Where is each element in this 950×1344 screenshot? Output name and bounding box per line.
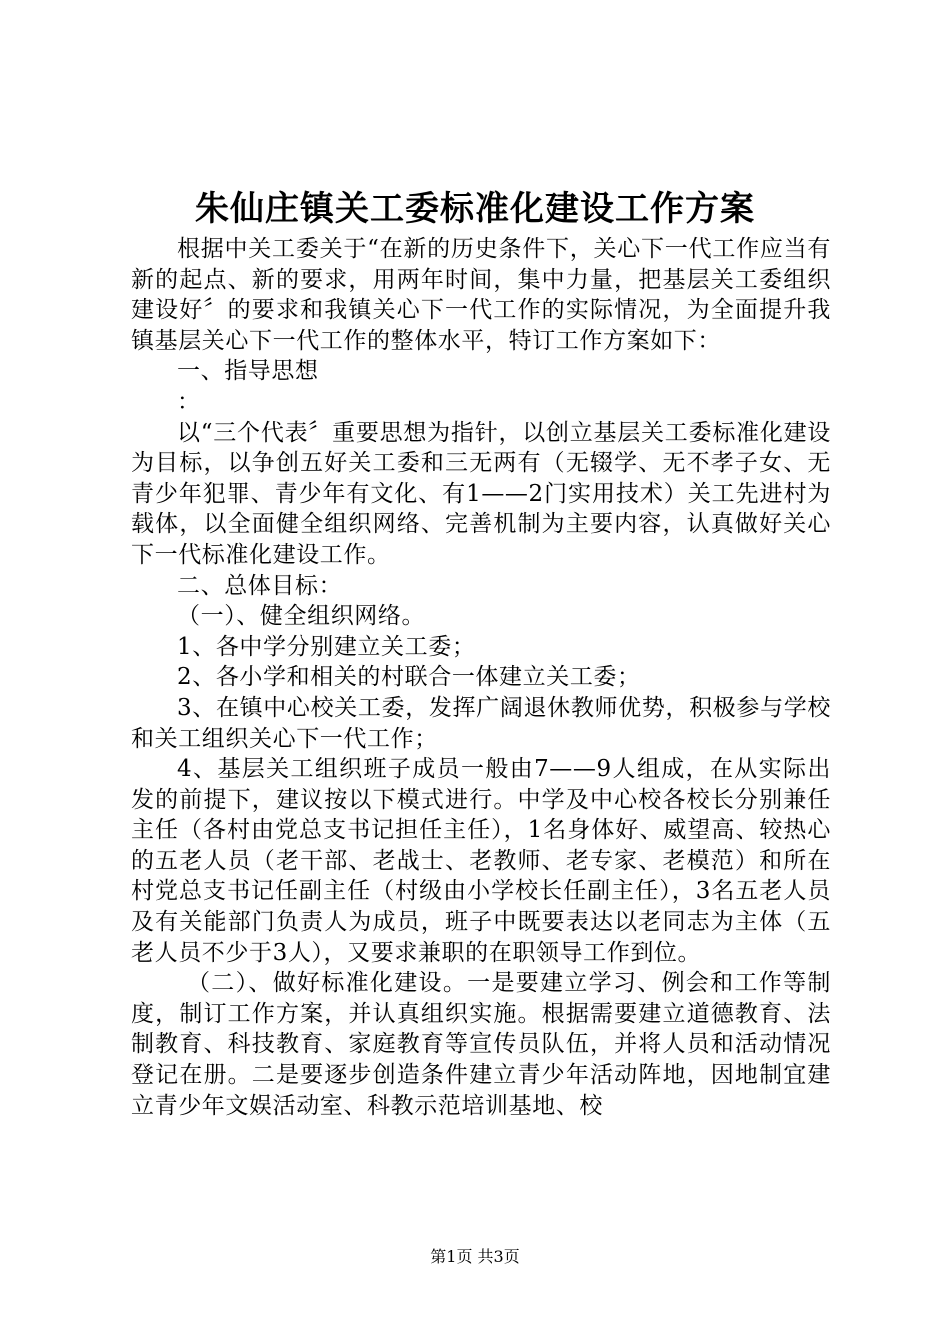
list-item-3: 3、在镇中心校关工委，发挥广阔退休教师优势，积极参与学校和关工组织关心下一代工作； — [131, 694, 831, 752]
list-item-2: 2、各小学和相关的村联合一体建立关工委； — [177, 664, 641, 691]
list-item-1: 1、各中学分别建立关工委； — [177, 633, 476, 660]
page-number: 第1页 共3页 — [430, 1247, 520, 1266]
document-body — [131, 234, 831, 1121]
paragraph-guiding-thought: 以“三个代表〞重要思想为指针，以创立基层关工委标准化建设为目标，以争创五好关工委和三无两有（无辍学、无不孝子女、无青少年犯罪、青少年有文化、有1——2门实用技术）关工先进村为载体，以全面健全组织网络、完善机制为主要内容，认真做好关心下一代标准化建设工作。 — [131, 419, 831, 568]
section-heading-overall-goals: 二、总体目标： — [177, 572, 343, 599]
list-item-4: 4、基层关工组织班子成员一般由7——9人组成，在从实际出发的前提下，建议按以下模式进行。中学及中心校各校长分别兼任主任（各村由党总支书记担任主任），1名身体好、威望高、较热心的五老人员（老干部、老战士、老教师、老专家、老模范）和所在村党总支书记任副主任（村级由小学校长任副主任），3名五老人员及有关能部门负责人为成员，班子中既要表达以老同志为主体（五老人员不少于3人），又要求兼职的在职领导工作到位。 — [131, 756, 831, 966]
paragraph-intro: 根据中关工委关于“在新的历史条件下，关心下一代工作应当有新的起点、新的要求，用两年时间，集中力量，把基层关工委组织建设好〞的要求和我镇关心下一代工作的实际情况，为全面提升我镇基层关心下一代工作的整体水平，特订工作方案如下： — [131, 236, 831, 354]
document-title: 朱仙庄镇关工委标准化建设工作方案 — [195, 189, 755, 229]
paragraph-standardization: （二）、做好标准化建设。一是要建立学习、例会和工作等制度，制订工作方案，并认真组织实施。根据需要建立道德教育、法制教育、科技教育、家庭教育等宣传员队伍，并将人员和活动情况登记在册。二是要逐步创造条件建立青少年活动阵地，因地制宜建立青少年文娱活动室、科教示范培训基地、校 — [131, 970, 831, 1119]
section-heading-guiding-thought: 一、指导思想 — [177, 358, 319, 385]
subsection-heading-network: （一）、健全组织网络。 — [177, 603, 426, 630]
paragraph-colon: ： — [177, 388, 201, 415]
